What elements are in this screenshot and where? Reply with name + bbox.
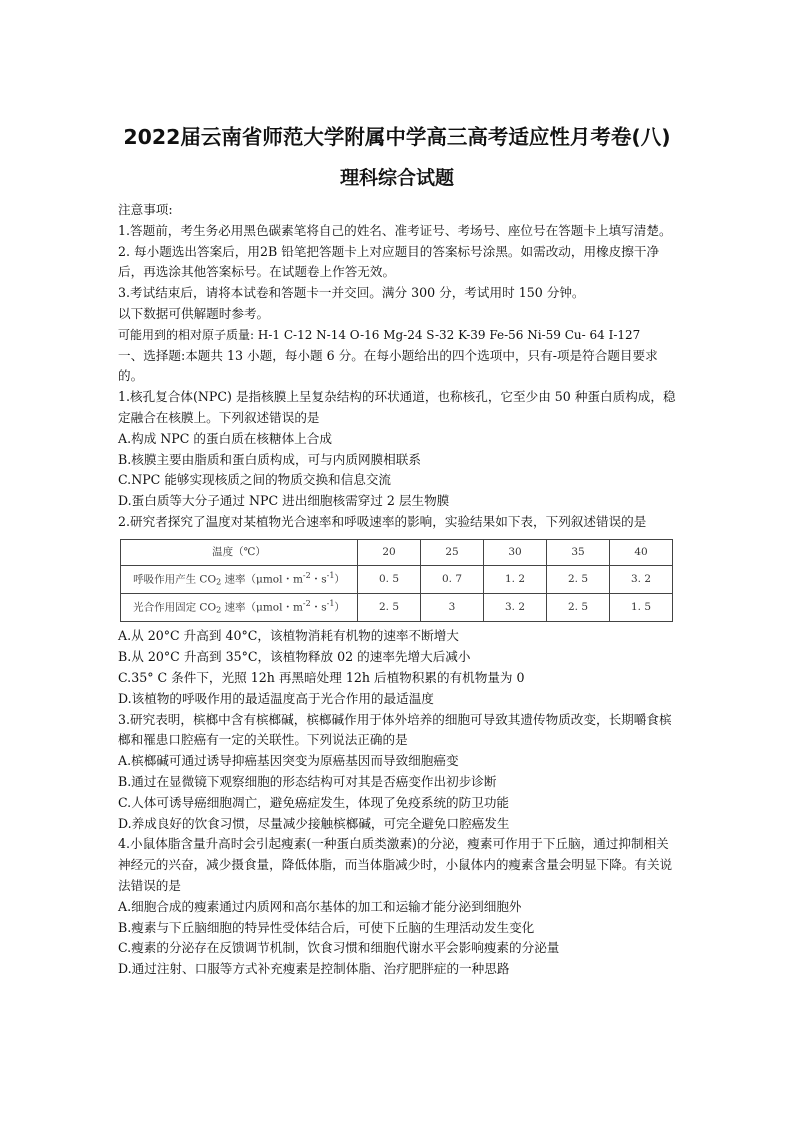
table-cell: 1. 2 [484,565,547,593]
data-intro: 以下数据可供解题时参考。 [118,305,270,321]
table-header-cell: 温度（℃） [121,539,358,565]
q1-option-d: D.蛋白质等大分子通过 NPC 进出细胞核需穿过 2 层生物膜 [118,493,450,509]
table-row [121,565,673,593]
page-title: 2022届云南省师范大学附属中学高三高考适应性月考卷(八) [123,125,671,149]
table-cell: 1. 5 [610,594,673,622]
data-table [120,539,673,623]
question-1-stem: 1.核孔复合体(NPC) 是指核膜上呈复杂结构的环状通道，也称核孔，它至少由 50 种蛋白质构成，稳定融合在核膜上。下列叙述错误的是 [118,389,676,425]
q3-option-a: A.槟榔碱可通过诱导抑癌基因突变为原癌基因而导致细胞癌变 [118,753,459,769]
table-cell: 20 [358,539,421,565]
table-row-label: 呼吸作用产生 $CO_2$ 速率（μmol・$m^{-2}$・$s^{-1}$） [121,565,358,593]
q2-option-a: A.从 20°C 升高到 40°C，该植物消耗有机物的速率不断增大 [118,628,459,644]
table-cell: 2. 5 [547,594,610,622]
table-cell: 3. 2 [484,594,547,622]
q1-option-b: B.核膜主要由脂质和蛋白质构成，可与内质网膜相联系 [118,451,421,467]
q2-option-d: D.该植物的呼吸作用的最适温度高于光合作用的最适温度 [118,690,434,706]
q4-option-d: D.通过注射、口服等方式补充瘦素是控制体脂、治疗肥胖症的一种思路 [118,961,510,977]
page-subtitle: 理科综合试题 [339,167,454,189]
q3-option-c: C.人体可诱导癌细胞凋亡，避免癌症发生，体现了免疫系统的防卫功能 [118,794,510,810]
table-cell: 2. 5 [358,594,421,622]
table-cell: 0. 5 [358,565,421,593]
table-cell: 30 [484,539,547,565]
section-heading: 一、选择题:本题共 13 小题，每小题 6 分。在每小题给出的四个选项中，只有-项是符合题目要求的。 [118,347,658,384]
q3-option-b: B.通过在显微镜下观察细胞的形态结构可对其是否癌变作出初步诊断 [118,773,497,789]
q1-option-c: C.NPC 能够实现核质之间的物质交换和信息交流 [118,472,392,488]
q2-option-b: B.从 20°C 升高到 35°C，该植物释放 02 的速率先增大后减小 [118,649,471,665]
note-item: 2. 每小题选出答案后，用2B 铅笔把答题卡上对应题目的答案标号涂黑。如需改动，用橡皮擦干净后，再选涂其他答案标号。在试题卷上作答无效。 [118,243,660,280]
q2-option-c: C.35° C 条件下，光照 12h 再黑暗处理 12h 后植物积累的有机物量为 0 [118,669,525,685]
question-2-stem: 2.研究者探究了温度对某植物光合速率和呼吸速率的影响，实验结果如下表，下列叙述错误的是 [118,513,647,529]
note-item: 3.考试结束后，请将本试卷和答题卡一并交回。满分 300 分，考试用时 150 分钟。 [118,285,585,301]
q4-option-a: A.细胞合成的瘦素通过内质网和高尔基体的加工和运输才能分泌到细胞外 [118,898,522,914]
exam-body [118,200,678,980]
table-row [121,539,673,565]
table-cell: 2. 5 [547,565,610,593]
table-row [121,594,673,622]
table-cell: 40 [610,539,673,565]
table-cell: 25 [421,539,484,565]
table-cell: 35 [547,539,610,565]
table-cell: 3 [421,594,484,622]
q3-option-d: D.养成良好的饮食习惯，尽量减少接触槟榔碱，可完全避免口腔癌发生 [118,815,510,831]
atomic-masses: 可能用到的相对原子质量: H-1 C-12 N-14 O-16 Mg-24 S-32 K-39 Fe-56 Ni-59 Cu- 64 I-127 [118,327,641,342]
table-cell: 3. 2 [610,565,673,593]
q4-option-c: C.瘦素的分泌存在反馈调节机制，饮食习惯和细胞代谢水平会影响瘦素的分泌量 [118,940,560,956]
table-row-label: 光合作用固定 $CO_2$ 速率（μmol・$m^{-2}$・$s^{-1}$） [121,594,358,622]
q4-option-b: B.瘦素与下丘脑细胞的特异性受体结合后，可使下丘脑的生理活动发生变化 [118,919,535,935]
note-item: 1.答题前，考生务必用黑色碳素笔将自己的姓名、准考证号、考场号、座位号在答题卡上填写清楚。 [118,222,672,238]
question-4-stem: 4.小鼠体脂含量升高时会引起瘦素(一种蛋白质类激素)的分泌，瘦素可作用于下丘脑，通过抑制相关神经元的兴奋，减少摄食量，降低体脂，而当体脂减少时，小鼠体内的瘦素含量会明显下降。有关说法错误的是 [118,836,673,893]
q1-option-a: A.构成 NPC 的蛋白质在核糖体上合成 [118,430,332,446]
table-cell: 0. 7 [421,565,484,593]
notes-heading: 注意事项: [118,202,173,217]
question-3-stem: 3.研究表明，槟榔中含有槟榔碱，槟榔碱作用于体外培养的细胞可导致其遗传物质改变，长期嚼食槟榔和罹患口腔癌有一定的关联性。下列说法正确的是 [118,711,672,748]
